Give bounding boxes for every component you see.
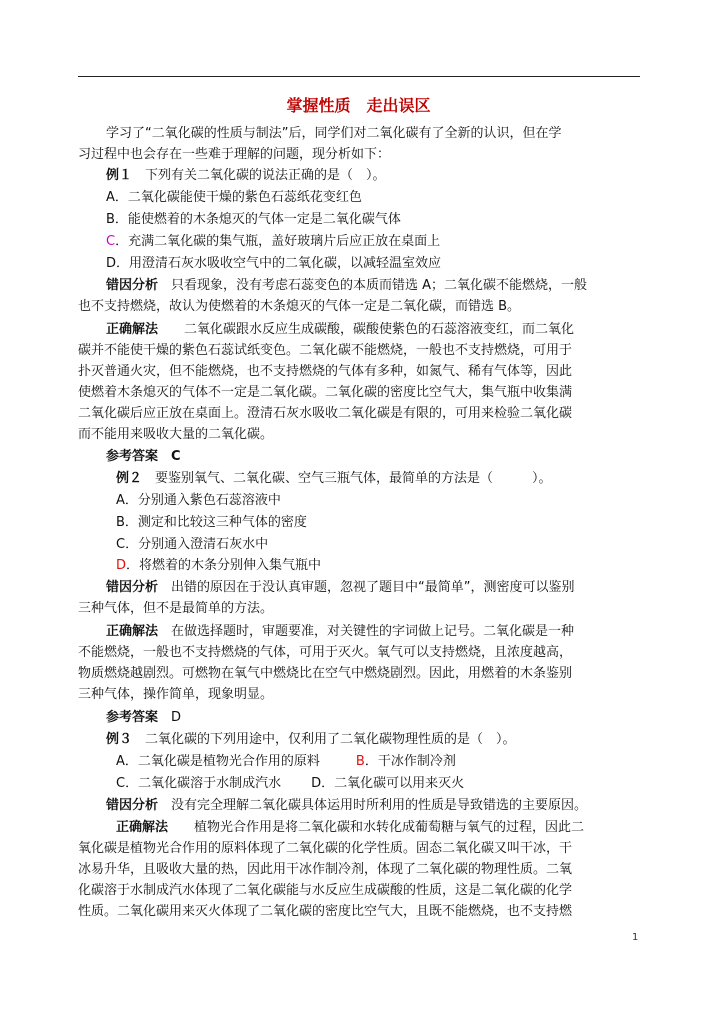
ex3-option-c: C．二氧化碳溶于水制成汽水: [116, 776, 282, 791]
ex1-question-line: [106, 166, 386, 186]
ex1-solution-line-1: [106, 320, 574, 340]
header-rule: [78, 76, 640, 77]
ex2-solution-line-1: [106, 622, 574, 642]
ex2-solution-label: 正确解法: [106, 624, 159, 639]
ex1-solution-label: 正确解法: [106, 322, 159, 337]
ex3-solution-line-3: 冰易升华，且吸收大量的热，因此用干冰作制冷剂，体现了二氧化碳的物理性质。二氧: [78, 862, 573, 877]
ex2-error-text-1: 出错的原因在于没认真审题，忽视了题目中“最简单”，测密度可以鉴别: [171, 580, 575, 595]
ex3-options-cd: [116, 774, 464, 794]
ex1-solution-line-2: 碳并不能使干燥的紫色石蕊试纸变色。二氧化碳不能燃烧，一般也不支持燃烧，可用于: [78, 343, 573, 358]
ex1-solution-text-1: 二氧化碳跟水反应生成碳酸，碳酸使紫色的石蕊溶液变红，而二氧化: [184, 322, 575, 337]
ex3-error-text: 没有完全理解二氧化碳具体运用时所利用的性质是导致错选的主要原因。: [171, 798, 588, 813]
ex3-solution-line-1: [116, 818, 584, 838]
ex1-question: 下列有关二氧化碳的说法正确的是（ ）。: [145, 168, 386, 183]
ex3-error-label: 错因分析: [106, 798, 159, 813]
ex2-solution-line-3: 物质燃烧越剧烈。可燃物在氧气中燃烧比在空气中燃烧剧烈。因此，用燃着的木条鉴别: [78, 666, 573, 681]
ex1-error-label: 错因分析: [106, 278, 159, 293]
page-number: 1: [632, 932, 639, 943]
ex3-option-d: D．二氧化碳可以用来灭火: [311, 776, 465, 791]
intro-line-1: 学习了“二氧化碳的性质与制法”后，同学们对二氧化碳有了全新的认识，但在学: [106, 126, 562, 141]
ex2-solution-text-1: 在做选择题时，审题要准，对关键性的字词做上记号。二氧化碳是一种: [171, 624, 575, 639]
ex3-solution-line-2: 氧化碳是植物光合作用的原料体现了二氧化碳的化学性质。固态二氧化碳又叫干冰，干: [78, 841, 573, 856]
ex2-option-d-text: ．将燃着的木条分别伸入集气瓶中: [126, 558, 322, 573]
ex3-solution-line-5: 性质。二氧化碳用来灭火体现了二氧化碳的密度比空气大，且既不能燃烧，也不支持燃: [78, 904, 573, 919]
ex3-options-ab: [116, 752, 456, 772]
ex2-solution-line-4: 三种气体，操作简单，现象明显。: [78, 687, 274, 702]
ex1-option-b: B．能使燃着的木条熄灭的气体一定是二氧化碳气体: [106, 212, 401, 227]
ex3-error-line: [106, 796, 587, 816]
ex2-option-d-letter: D: [116, 558, 127, 573]
ex2-label: 例２: [116, 471, 143, 486]
ex1-option-c: [106, 232, 440, 252]
ex1-answer: [106, 447, 181, 467]
ex1-solution-line-4: 使燃着木条熄灭的气体不一定是二氧化碳。二氧化碳的密度比空气大，集气瓶中收集满: [78, 385, 573, 400]
ex2-option-a: A．分别通入紫色石蕊溶液中: [116, 493, 281, 508]
ex3-question: 二氧化碳的下列用途中，仅利用了二氧化碳物理性质的是（ ）。: [145, 732, 516, 747]
ex1-option-c-letter: C: [106, 234, 116, 249]
ex3-question-line: [106, 730, 516, 750]
ex3-option-b-letter: B: [355, 754, 365, 769]
ex1-option-c-text: ．充满二氧化碳的集气瓶，盖好玻璃片后应正放在桌面上: [115, 234, 441, 249]
ex3-solution-text-1: 植物光合作用是将二氧化碳和水转化成葡萄糖与氧气的过程，因此二: [194, 820, 585, 835]
ex1-label: 例１: [106, 168, 133, 183]
ex1-solution-line-6: 而不能用来吸收大量的二氧化碳。: [78, 427, 274, 442]
ex2-question: 要鉴别氧气、二氧化碳、空气三瓶气体，最简单的方法是（ ）。: [155, 471, 552, 486]
ex2-answer-label: 参考答案: [106, 710, 159, 725]
ex2-answer: [106, 708, 181, 728]
ex2-option-c: C．分别通入澄清石灰水中: [116, 537, 269, 552]
ex1-option-a: A．二氧化碳能使干燥的紫色石蕊纸花变红色: [106, 190, 362, 205]
ex3-option-b-text: ．干冰作制冷剂: [364, 754, 456, 769]
ex1-solution-line-3: 扑灭普通火灾，但不能燃烧，也不支持燃烧的气体有多种，如氮气、稀有气体等，因此: [78, 364, 573, 379]
ex2-question-line: [116, 469, 552, 489]
ex1-error-line-2: 也不支持燃烧，故认为使燃着的木条熄灭的气体一定是二氧化碳，而错选 B。: [78, 299, 521, 314]
ex2-error-label: 错因分析: [106, 580, 159, 595]
ex1-solution-line-5: 二氧化碳后应正放在桌面上。澄清石灰水吸收二氧化碳是有限的，可用来检验二氧化碳: [78, 406, 573, 421]
page-title: 掌握性质 走出误区: [286, 96, 431, 115]
ex3-solution-line-4: 化碳溶于水制成汽水体现了二氧化碳能与水反应生成碳酸的性质，这是二氧化碳的化学: [78, 883, 573, 898]
intro-line-2: 习过程中也会存在一些难于理解的问题，现分析如下：: [78, 147, 391, 162]
ex2-error-line-1: [106, 578, 575, 598]
ex3-solution-label: 正确解法: [116, 820, 169, 835]
ex1-option-d: D．用澄清石灰水吸收空气中的二氧化碳，以减轻温室效应: [106, 256, 442, 271]
ex2-answer-value: D: [171, 710, 182, 725]
ex2-solution-line-2: 不能燃烧，一般也不支持燃烧的气体，可用于灭火。氧气可以支持燃烧，且浓度越高，: [78, 645, 573, 660]
ex2-option-b: B．测定和比较这三种气体的密度: [116, 515, 307, 530]
ex2-option-d: [116, 556, 321, 576]
ex3-label: 例３: [106, 732, 133, 747]
ex1-error-text-1: 只看现象，没有考虑石蕊变色的本质而错选 A；二氧化碳不能燃烧，一般: [171, 278, 588, 293]
ex1-error-line-1: [106, 276, 587, 296]
ex3-option-a: A．二氧化碳是植物光合作用的原料: [116, 754, 320, 769]
ex1-answer-value: C: [171, 449, 181, 464]
ex2-error-line-2: 三种气体，但不是最简单的方法。: [78, 601, 274, 616]
ex1-answer-label: 参考答案: [106, 449, 159, 464]
